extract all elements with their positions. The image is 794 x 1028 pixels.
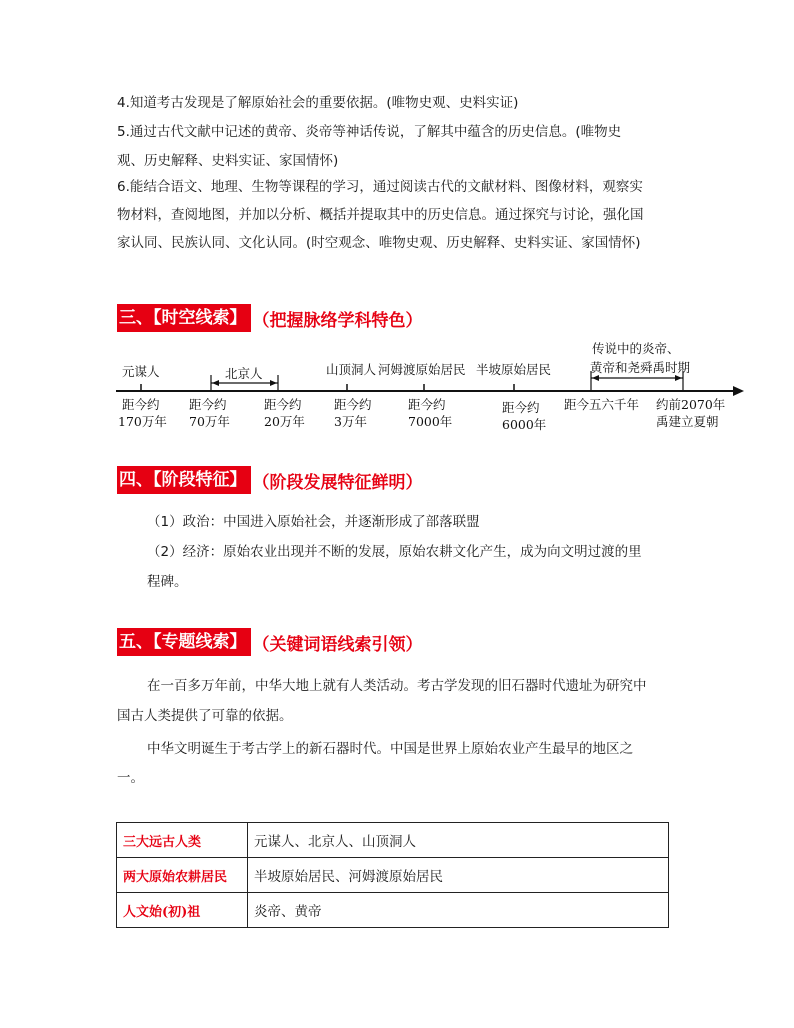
section-4-politics: （1）政治：中国进入原始社会，并逐渐形成了部落联盟 [147, 514, 480, 530]
section-5-para1-line2: 国古人类提供了可靠的依据。 [117, 708, 293, 724]
objective-6-line3: 家认同、民族认同、文化认同。(时空观念、唯物史观、历史解释、史料实证、家国情怀) [117, 235, 641, 251]
timeline-date-6a: 距今约 [502, 400, 540, 415]
table-value: 炎帝、黄帝 [248, 893, 669, 928]
section-4-tag: 四、【阶段特征】 [117, 466, 251, 494]
section-5-heading [117, 628, 423, 656]
objective-4: 4.知道考古发现是了解原始社会的重要依据。(唯物史观、史料实证) [117, 95, 519, 111]
table-value: 元谋人、北京人、山顶洞人 [248, 823, 669, 858]
objective-6-line2: 物材料，查阅地图，并加以分析、概括并提取其中的历史信息。通过探究与讨论，强化国 [117, 207, 644, 223]
section-3-tag: 三、【时空线索】 [117, 304, 251, 332]
section-5-subtitle: （关键词语线索引领） [252, 634, 423, 655]
timeline-legend-line2: 黄帝和尧舜禹时期 [590, 360, 691, 375]
objective-5-line2: 观、历史解释、史料实证、家国情怀) [117, 153, 339, 169]
table-row [117, 893, 669, 928]
section-4-economy-line1: （2）经济：原始农业出现并不断的发展，原始农耕文化产生，成为向文明过渡的里 [147, 544, 642, 560]
section-5-para1-line1: 在一百多万年前，中华大地上就有人类活动。考古学发现的旧石器时代遗址为研究中 [147, 678, 647, 694]
table-row [117, 858, 669, 893]
timeline-date-4a: 距今约 [334, 397, 372, 412]
table-row [117, 823, 669, 858]
objective-6-line1: 6.能结合语文、地理、生物等课程的学习，通过阅读古代的文献材料、图像材料，观察实 [117, 179, 643, 195]
objective-5-line1: 5.通过古代文献中记述的黄帝、炎帝等神话传说，了解其中蕴含的历史信息。(唯物史 [117, 124, 622, 140]
timeline-yuanmou: 元谋人 [122, 364, 160, 379]
timeline-shanding: 山顶洞人 [326, 362, 377, 377]
section-5-para2-line2: 一。 [117, 770, 144, 786]
timeline-date-3b: 20万年 [264, 414, 305, 429]
timeline-date-6b: 6000年 [502, 417, 547, 432]
section-5-tag: 五、【专题线索】 [117, 628, 251, 656]
section-4-heading [117, 466, 423, 494]
section-4-economy-line2: 程碑。 [147, 574, 188, 590]
timeline-date-2a: 距今约 [189, 397, 227, 412]
timeline-date-2b: 70万年 [189, 414, 230, 429]
timeline-date-4b: 3万年 [334, 414, 367, 429]
timeline-beijing: 北京人 [225, 366, 263, 381]
timeline-date-5a: 距今约 [408, 397, 446, 412]
timeline-legend-line1: 传说中的炎帝、 [592, 341, 680, 356]
timeline-date-7: 距今五六千年 [564, 397, 640, 412]
timeline-date-8b: 禹建立夏朝 [656, 414, 719, 429]
timeline-date-5b: 7000年 [408, 414, 453, 429]
timeline-hemudu: 河姆渡原始居民 [378, 362, 466, 377]
timeline-banpo: 半坡原始居民 [476, 362, 552, 377]
timeline-axis [0, 0, 794, 460]
table-key: 人文始(初)祖 [117, 893, 248, 928]
timeline-date-8a: 约前2070年 [656, 397, 726, 412]
table-key: 两大原始农耕居民 [117, 858, 248, 893]
section-5-para2-line1: 中华文明诞生于考古学上的新石器时代。中国是世界上原始农业产生最早的地区之 [147, 741, 633, 757]
summary-table [116, 822, 669, 928]
timeline-date-3a: 距今约 [264, 397, 302, 412]
table-value: 半坡原始居民、河姆渡原始居民 [248, 858, 669, 893]
timeline-date-1b: 170万年 [118, 414, 167, 429]
section-3-subtitle: （把握脉络学科特色） [252, 310, 423, 331]
section-4-subtitle: （阶段发展特征鲜明） [252, 472, 423, 493]
table-key: 三大远古人类 [117, 823, 248, 858]
timeline-date-1a: 距今约 [122, 397, 160, 412]
